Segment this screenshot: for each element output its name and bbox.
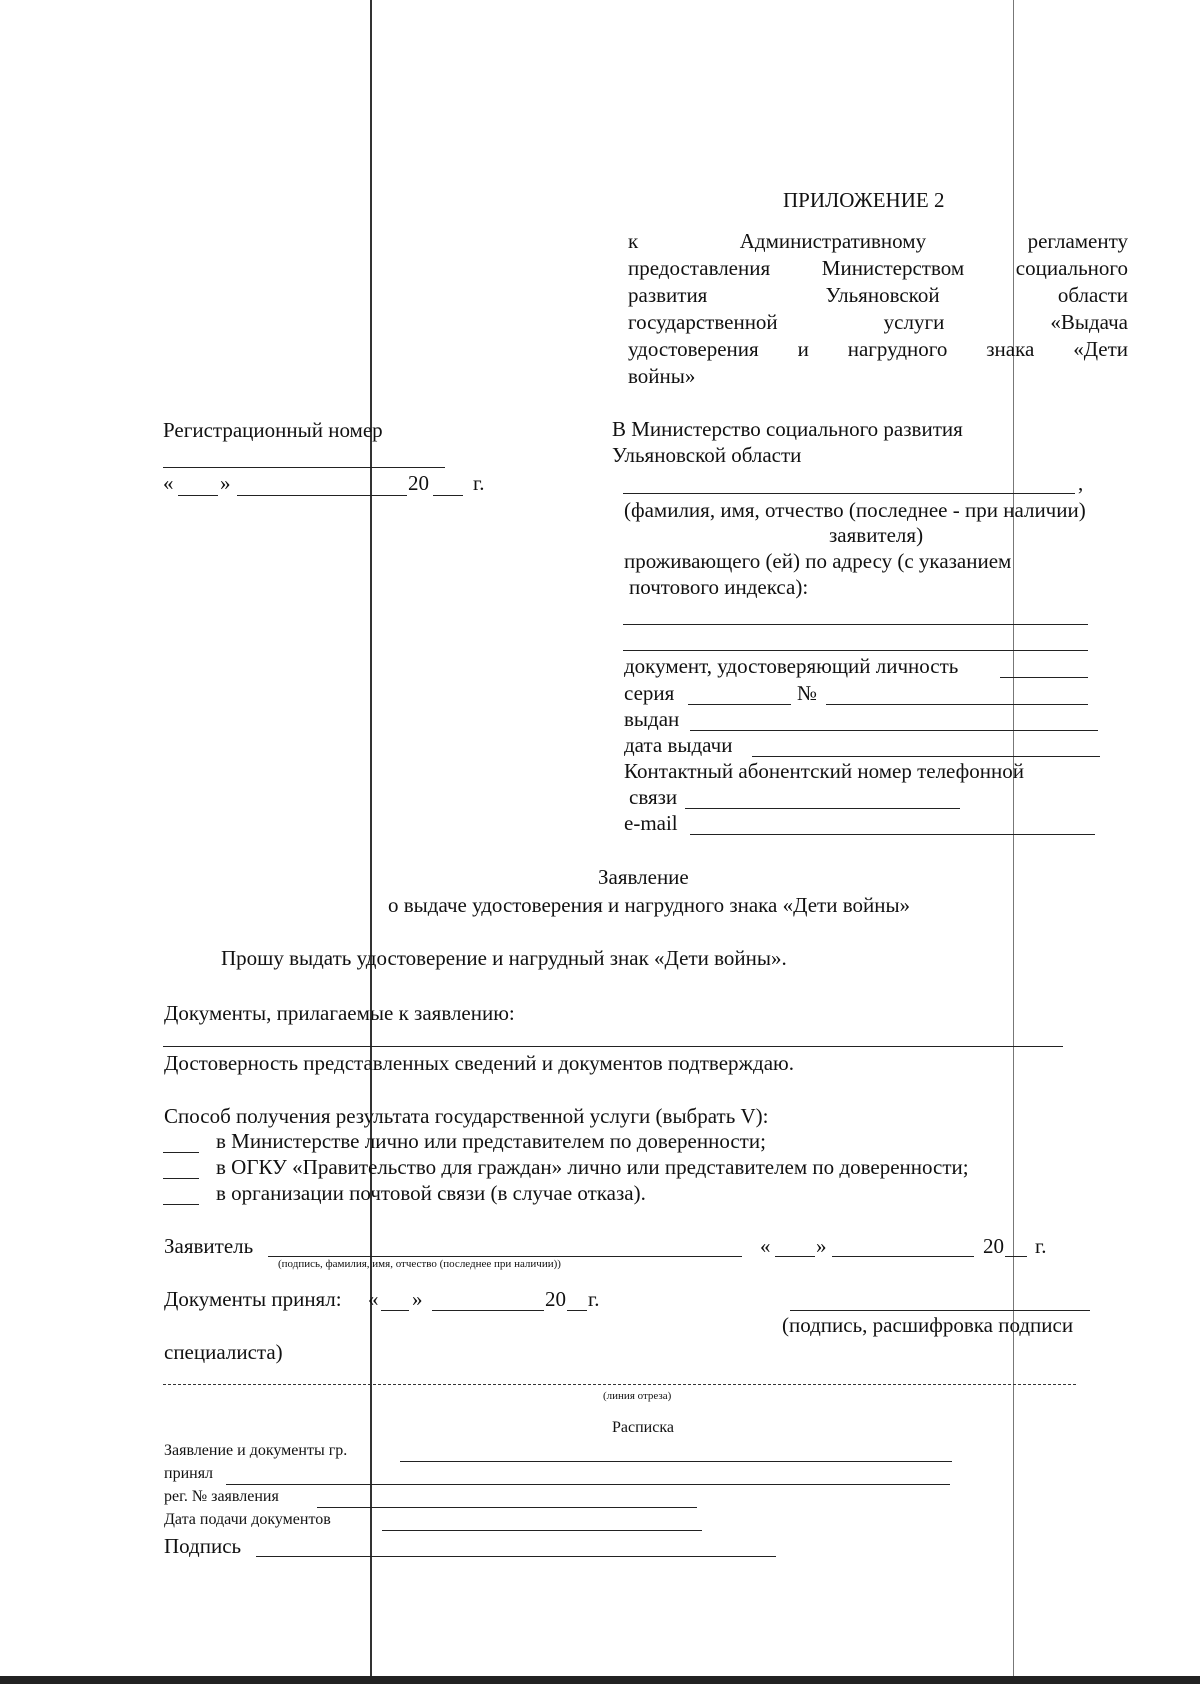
email-field[interactable] xyxy=(690,834,1095,835)
word: нагрудного xyxy=(847,337,948,361)
phone-field[interactable] xyxy=(685,808,960,809)
confirmation-text: Достоверность представленных сведений и документов подтверждаю. xyxy=(164,1051,794,1075)
attached-documents-label: Документы, прилагаемые к заявлению: xyxy=(164,1001,515,1025)
fio-hint: заявителя) xyxy=(829,523,924,547)
number-label: № xyxy=(797,681,818,705)
accepted-day-field[interactable] xyxy=(381,1310,409,1311)
attached-documents-field[interactable] xyxy=(163,1046,1063,1047)
accepted-year-suffix: г. xyxy=(588,1287,600,1311)
accepted-month-field[interactable] xyxy=(432,1310,544,1311)
receipt-title: Расписка xyxy=(612,1419,674,1436)
word: социального xyxy=(1015,256,1128,280)
accepted-quote-close: » xyxy=(412,1287,423,1311)
receipt-citizen-field[interactable] xyxy=(400,1461,952,1462)
addressee-line2: Ульяновской области xyxy=(612,443,802,467)
word: развития xyxy=(628,283,708,307)
issue-date-label: дата выдачи xyxy=(624,733,733,757)
date-quote-open: « xyxy=(760,1234,771,1258)
word: знака xyxy=(986,337,1035,361)
series-label: серия xyxy=(624,681,675,705)
specialist-signature-field[interactable] xyxy=(790,1310,1090,1311)
registration-year: 20 xyxy=(408,471,429,495)
word: регламенту xyxy=(1027,229,1129,253)
word: Ульяновской xyxy=(825,283,940,307)
receipt-line: принял xyxy=(164,1465,214,1482)
specialist-hint: специалиста) xyxy=(164,1340,283,1364)
date-quote-close: » xyxy=(816,1234,827,1258)
accepted-label: Документы принял: xyxy=(164,1287,342,1311)
receipt-line: рег. № заявления xyxy=(164,1488,279,1505)
phone-label: связи xyxy=(629,785,678,809)
registration-year-suffix: г. xyxy=(473,471,485,495)
registration-quote-open: « xyxy=(163,471,174,495)
word: услуги xyxy=(883,310,945,334)
accepted-year: 20 xyxy=(545,1287,566,1311)
accepted-quote-open: « xyxy=(368,1287,379,1311)
addressee-line1: В Министерство социального развития xyxy=(612,417,963,441)
sign-year-field[interactable] xyxy=(1005,1256,1027,1257)
registration-quote-close: » xyxy=(220,471,231,495)
word: к xyxy=(628,229,639,253)
receipt-accepted-field[interactable] xyxy=(226,1484,950,1485)
appendix-title: ПРИЛОЖЕНИЕ 2 xyxy=(783,188,945,212)
option-ogku: в ОГКУ «Правительство для граждан» лично или представителем по доверенности; xyxy=(216,1155,969,1179)
word: государственной xyxy=(628,310,778,334)
appendix-line xyxy=(628,255,1128,282)
id-document-label: документ, удостоверяющий личность xyxy=(624,654,959,678)
word: области xyxy=(1057,283,1129,307)
receipt-date-field[interactable] xyxy=(382,1530,702,1531)
issued-field[interactable] xyxy=(690,730,1098,731)
statement-title: Заявление xyxy=(598,865,689,889)
method-label: Способ получения результата государственной услуги (выбрать V): xyxy=(164,1104,769,1128)
receipt-signature-field[interactable] xyxy=(256,1556,776,1557)
scan-artifact-bar xyxy=(0,1676,1200,1684)
word: предоставления xyxy=(628,256,771,280)
number-field[interactable] xyxy=(826,704,1088,705)
cut-line-label: (линия отреза) xyxy=(603,1390,672,1402)
receipt-line: Заявление и документы гр. xyxy=(164,1442,348,1459)
appendix-last-line: войны» xyxy=(628,364,696,388)
registration-label: Регистрационный номер xyxy=(163,418,383,442)
receipt-regnum-field[interactable] xyxy=(317,1507,697,1508)
word: и xyxy=(797,337,809,361)
registration-month-field[interactable] xyxy=(237,495,407,496)
cut-line xyxy=(163,1384,1076,1385)
appendix-line xyxy=(628,282,1128,309)
word: Административному xyxy=(739,229,927,253)
address-label: проживающего (ей) по адресу (с указанием xyxy=(624,549,1012,573)
word: удостоверения xyxy=(628,337,759,361)
sign-year-suffix: г. xyxy=(1035,1234,1047,1258)
appendix-line xyxy=(628,309,1128,336)
appendix-text xyxy=(628,228,1128,389)
appendix-line xyxy=(628,336,1128,363)
fio-comma: , xyxy=(1078,471,1084,495)
issued-label: выдан xyxy=(624,707,680,731)
applicant-fio-field[interactable] xyxy=(623,493,1075,494)
receipt-line: Дата подачи документов xyxy=(164,1511,331,1528)
option-ministry: в Министерстве лично или представителем по доверенности; xyxy=(216,1129,766,1153)
address-label: почтового индекса): xyxy=(629,575,809,599)
applicant-label: Заявитель xyxy=(164,1234,254,1258)
sign-month-field[interactable] xyxy=(832,1256,974,1257)
word: «Выдача xyxy=(1050,310,1128,334)
sign-year: 20 xyxy=(983,1234,1004,1258)
email-label: e-mail xyxy=(624,811,678,835)
word: «Дети xyxy=(1073,337,1129,361)
applicant-signature-field[interactable] xyxy=(268,1256,742,1257)
address-field[interactable] xyxy=(623,650,1088,651)
address-field[interactable] xyxy=(623,624,1088,625)
registration-year-field[interactable] xyxy=(433,495,463,496)
registration-number-field[interactable] xyxy=(163,467,445,468)
statement-request: Прошу выдать удостоверение и нагрудный знак «Дети войны». xyxy=(221,946,787,970)
id-document-field[interactable] xyxy=(1000,677,1088,678)
series-field[interactable] xyxy=(688,704,791,705)
accepted-year-field[interactable] xyxy=(567,1310,587,1311)
word: Министерством xyxy=(821,256,965,280)
receipt-line: Подпись xyxy=(164,1534,242,1558)
phone-label: Контактный абонентский номер телефонной xyxy=(624,759,1024,783)
scan-artifact-line xyxy=(370,0,372,1676)
specialist-hint: (подпись, расшифровка подписи xyxy=(782,1313,1074,1337)
registration-day-field[interactable] xyxy=(178,495,218,496)
statement-subtitle: о выдаче удостоверения и нагрудного знака «Дети войны» xyxy=(388,893,911,917)
option-checkbox-post[interactable] xyxy=(163,1204,199,1205)
issue-date-field[interactable] xyxy=(752,756,1100,757)
applicant-signature-hint: (подпись, фамилия, имя, отчество (последнее при наличии)) xyxy=(278,1258,561,1270)
option-checkbox-ogku[interactable] xyxy=(163,1178,199,1179)
fio-hint: (фамилия, имя, отчество (последнее - при наличии) xyxy=(624,498,1086,522)
option-post: в организации почтовой связи (в случае отказа). xyxy=(216,1181,646,1205)
appendix-line xyxy=(628,228,1128,255)
option-checkbox-ministry[interactable] xyxy=(163,1152,199,1153)
sign-day-field[interactable] xyxy=(775,1256,815,1257)
